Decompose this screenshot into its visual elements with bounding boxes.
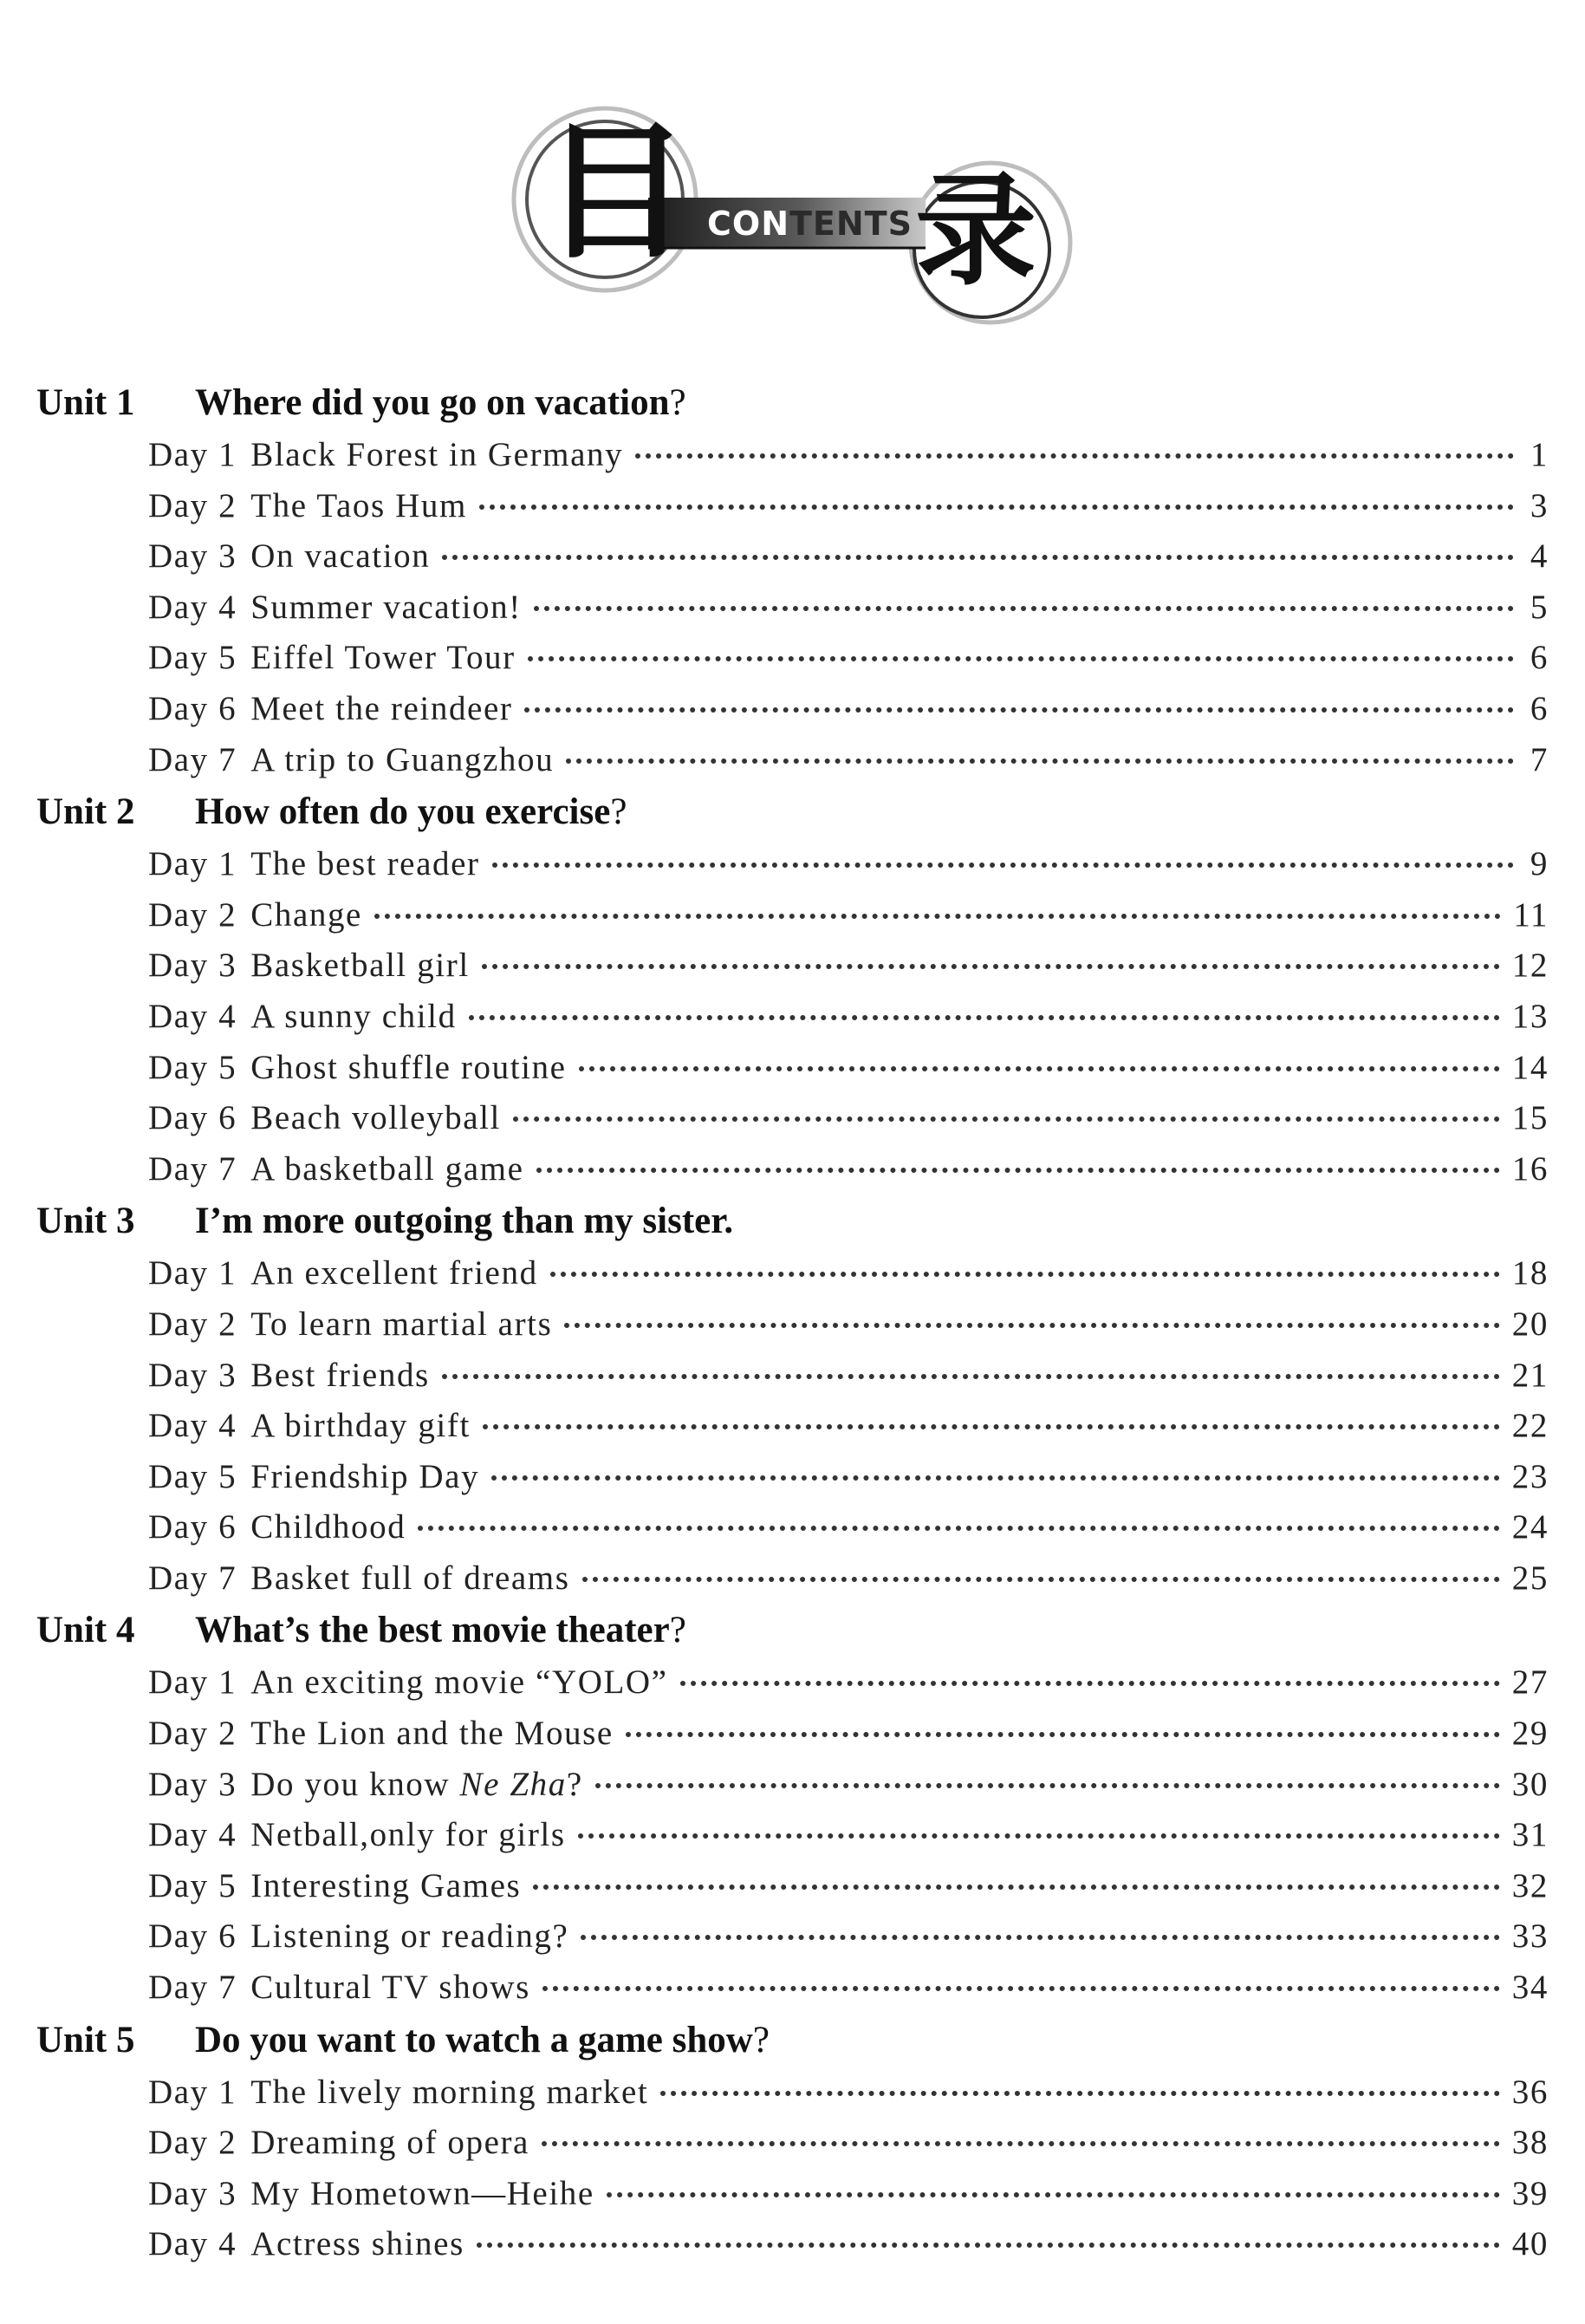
dot-leader xyxy=(581,1935,1499,1940)
dot-leader xyxy=(564,1323,1499,1328)
entry-title xyxy=(250,1765,583,1804)
unit-label: Unit 5 xyxy=(36,2019,135,2060)
entry-page-number: 5 xyxy=(1530,588,1549,626)
dot-leader xyxy=(579,1066,1500,1071)
unit-heading[interactable] xyxy=(36,1200,1549,1253)
dot-leader xyxy=(524,707,1514,713)
unit-heading[interactable] xyxy=(36,2019,1549,2073)
entry-day: Day 5 xyxy=(148,1866,237,1904)
dot-leader xyxy=(566,758,1514,764)
toc-entry[interactable] xyxy=(36,1559,1549,1610)
logo-contents-word xyxy=(707,205,913,243)
logo-char-mu: 目 xyxy=(542,107,691,279)
entry-page-number: 33 xyxy=(1511,1917,1549,1956)
dot-leader xyxy=(534,606,1514,611)
dot-leader xyxy=(477,2243,1500,2248)
unit-label: Unit 3 xyxy=(36,1201,135,1242)
unit-heading[interactable] xyxy=(36,1609,1549,1663)
toc-entry[interactable] xyxy=(36,1866,1549,1917)
unit-title xyxy=(195,381,686,424)
entry-page-number: 15 xyxy=(1511,1099,1549,1137)
dot-leader xyxy=(533,1885,1500,1890)
dot-leader xyxy=(607,2192,1500,2197)
entry-title: A birthday gift xyxy=(250,1407,471,1445)
entry-title: The best reader xyxy=(250,845,480,883)
table-of-contents xyxy=(36,381,1549,2275)
logo-word-right: TENTS xyxy=(789,205,913,243)
toc-entry[interactable] xyxy=(36,1305,1549,1356)
entry-day: Day 5 xyxy=(148,639,237,677)
entry-page-number: 16 xyxy=(1511,1149,1549,1188)
entry-title: Change xyxy=(250,895,362,934)
entry-day: Day 5 xyxy=(148,1048,237,1086)
logo-word-left: CON xyxy=(707,205,789,243)
entry-page-number: 31 xyxy=(1511,1816,1549,1854)
entry-day: Day 6 xyxy=(148,689,237,727)
entry-title: Cultural TV shows xyxy=(250,1969,530,2007)
entry-title: Best friends xyxy=(250,1356,430,1394)
dot-leader xyxy=(595,1783,1500,1788)
entry-day: Day 7 xyxy=(148,1969,237,2007)
entry-page-number: 18 xyxy=(1511,1254,1549,1292)
unit-title-end: ? xyxy=(669,382,686,423)
entry-title: Childhood xyxy=(250,1508,406,1546)
entry-day: Day 5 xyxy=(148,1457,237,1495)
entry-day: Day 3 xyxy=(148,537,237,576)
toc-entry[interactable] xyxy=(36,895,1549,947)
entry-day: Day 1 xyxy=(148,2073,237,2111)
entry-day: Day 6 xyxy=(148,1099,237,1137)
entry-title-post: ? xyxy=(566,1765,583,1803)
entry-day: Day 4 xyxy=(148,1816,237,1854)
entry-title: Basket full of dreams xyxy=(250,1559,570,1597)
unit-title xyxy=(195,1609,686,1651)
entry-page-number: 13 xyxy=(1511,997,1549,1035)
unit-title xyxy=(195,1200,733,1242)
entry-day: Day 7 xyxy=(148,1559,237,1597)
dot-leader xyxy=(483,1424,1500,1429)
dot-leader xyxy=(479,505,1514,510)
dot-leader xyxy=(536,1168,1500,1173)
entry-title: An excellent friend xyxy=(250,1254,538,1292)
entry-title: Listening or reading? xyxy=(250,1917,569,1956)
entry-page-number: 11 xyxy=(1513,895,1549,934)
dot-leader xyxy=(492,863,1514,868)
toc-entry[interactable] xyxy=(36,1714,1549,1765)
toc-entry[interactable] xyxy=(36,2174,1549,2225)
entry-title: Netball,only for girls xyxy=(250,1816,566,1854)
entry-title: The Lion and the Mouse xyxy=(250,1715,614,1753)
entry-page-number: 25 xyxy=(1511,1559,1549,1597)
toc-entry[interactable] xyxy=(36,997,1549,1048)
toc-entry[interactable] xyxy=(36,1968,1549,2019)
entry-title: Summer vacation! xyxy=(250,588,522,626)
entry-title: Friendship Day xyxy=(250,1457,480,1495)
entry-title: A basketball game xyxy=(250,1149,524,1188)
toc-entry[interactable] xyxy=(36,1765,1549,1816)
toc-entry[interactable] xyxy=(36,1356,1549,1407)
entry-title: To learn martial arts xyxy=(250,1305,553,1343)
entry-title: The lively morning market xyxy=(250,2073,649,2111)
toc-entry[interactable] xyxy=(36,1048,1549,1099)
toc-entry[interactable] xyxy=(36,537,1549,588)
toc-entry[interactable] xyxy=(36,1406,1549,1457)
entry-day: Day 3 xyxy=(148,1356,237,1394)
toc-entry[interactable] xyxy=(36,946,1549,997)
unit-title-end: ? xyxy=(752,2019,770,2060)
entry-page-number: 21 xyxy=(1511,1356,1549,1394)
entry-day: Day 3 xyxy=(148,947,237,985)
entry-title: My Hometown—Heihe xyxy=(250,2174,594,2212)
entry-day: Day 2 xyxy=(148,486,237,524)
entry-page-number: 38 xyxy=(1511,2124,1549,2162)
toc-entry[interactable] xyxy=(36,638,1549,689)
unit-title-text: How often do you exercise xyxy=(195,791,611,833)
entry-title: A sunny child xyxy=(250,997,457,1035)
entry-title: Actress shines xyxy=(250,2225,464,2263)
dot-leader xyxy=(442,555,1514,560)
dot-leader xyxy=(635,453,1514,459)
entry-page-number: 4 xyxy=(1530,537,1549,576)
entry-title: Meet the reindeer xyxy=(250,689,513,727)
entry-day: Day 6 xyxy=(148,1508,237,1546)
unit-title xyxy=(195,2019,770,2061)
entry-day: Day 7 xyxy=(148,740,237,778)
entry-page-number: 6 xyxy=(1530,639,1549,677)
entry-day: Day 2 xyxy=(148,1305,237,1343)
dot-leader xyxy=(582,1577,1500,1582)
entry-page-number: 24 xyxy=(1511,1508,1549,1546)
dot-leader xyxy=(442,1374,1500,1379)
unit-heading[interactable] xyxy=(36,381,1549,435)
entry-day: Day 4 xyxy=(148,997,237,1035)
dot-leader xyxy=(626,1732,1500,1737)
entry-page-number: 9 xyxy=(1530,845,1549,883)
entry-page-number: 6 xyxy=(1530,689,1549,727)
entry-day: Day 2 xyxy=(148,2124,237,2162)
toc-entry[interactable] xyxy=(36,486,1549,537)
entry-page-number: 29 xyxy=(1511,1715,1549,1753)
entry-day: Day 3 xyxy=(148,2174,237,2212)
entry-title-italic: Ne Zha xyxy=(459,1765,567,1803)
entry-day: Day 1 xyxy=(148,845,237,883)
entry-day: Day 6 xyxy=(148,1917,237,1956)
logo-char-lu: 录 xyxy=(915,161,1037,303)
entry-title: Dreaming of opera xyxy=(250,2124,529,2162)
unit-title-end: ? xyxy=(669,1610,686,1651)
entry-title: On vacation xyxy=(250,537,431,576)
entry-title: Ghost shuffle routine xyxy=(250,1048,567,1086)
entry-title: A trip to Guangzhou xyxy=(250,740,555,778)
entry-page-number: 36 xyxy=(1511,2073,1549,2111)
unit-label: Unit 2 xyxy=(36,791,135,833)
toc-entry[interactable] xyxy=(36,740,1549,791)
dot-leader xyxy=(542,1986,1500,1991)
entry-page-number: 12 xyxy=(1511,947,1549,985)
entry-page-number: 40 xyxy=(1511,2225,1549,2263)
entry-day: Day 4 xyxy=(148,588,237,626)
unit-title-text: Do you want to watch a game show xyxy=(195,2019,753,2060)
entry-day: Day 7 xyxy=(148,1149,237,1188)
unit-title-text: What’s the best movie theater xyxy=(195,1610,670,1651)
entry-day: Day 2 xyxy=(148,895,237,934)
entry-title-pre: Do you know xyxy=(250,1765,460,1803)
entry-title: Beach volleyball xyxy=(250,1099,501,1137)
toc-entry[interactable] xyxy=(36,1098,1549,1149)
toc-entry[interactable] xyxy=(36,1253,1549,1305)
toc-entry[interactable] xyxy=(36,1507,1549,1559)
entry-title: Basketball girl xyxy=(250,947,470,985)
entry-page-number: 3 xyxy=(1530,486,1549,524)
dot-leader xyxy=(542,2141,1500,2146)
unit-title-text: I’m more outgoing than my sister. xyxy=(195,1201,734,1242)
toc-entry[interactable] xyxy=(36,1663,1549,1714)
toc-entry[interactable] xyxy=(36,588,1549,639)
toc-entry[interactable] xyxy=(36,2224,1549,2275)
toc-entry[interactable] xyxy=(36,1917,1549,1968)
toc-entry[interactable] xyxy=(36,435,1549,486)
dot-leader xyxy=(491,1475,1500,1481)
entry-title: Eiffel Tower Tour xyxy=(250,639,516,677)
entry-day: Day 2 xyxy=(148,1715,237,1753)
toc-entry[interactable] xyxy=(36,844,1549,895)
unit-heading[interactable] xyxy=(36,791,1549,844)
entry-day: Day 1 xyxy=(148,1663,237,1702)
toc-entry[interactable] xyxy=(36,1815,1549,1866)
entry-day: Day 1 xyxy=(148,1254,237,1292)
unit-title-end: ? xyxy=(610,791,627,833)
unit-label: Unit 4 xyxy=(36,1610,135,1651)
entry-page-number: 30 xyxy=(1511,1765,1549,1803)
dot-leader xyxy=(660,2091,1499,2096)
toc-entry[interactable] xyxy=(36,2073,1549,2124)
entry-page-number: 14 xyxy=(1511,1048,1549,1086)
toc-entry[interactable] xyxy=(36,689,1549,740)
entry-page-number: 32 xyxy=(1511,1866,1549,1904)
entry-day: Day 3 xyxy=(148,1765,237,1803)
entry-page-number: 23 xyxy=(1511,1457,1549,1495)
contents-logo xyxy=(510,104,1073,338)
dot-leader xyxy=(578,1833,1500,1839)
dot-leader xyxy=(469,1015,1500,1020)
entry-page-number: 22 xyxy=(1511,1407,1549,1445)
unit-title xyxy=(195,791,627,833)
entry-day: Day 1 xyxy=(148,436,237,473)
toc-entry[interactable] xyxy=(36,1149,1549,1201)
dot-leader xyxy=(418,1526,1499,1531)
entry-page-number: 20 xyxy=(1511,1305,1549,1343)
toc-entry[interactable] xyxy=(36,1457,1549,1508)
dot-leader xyxy=(680,1681,1500,1686)
entry-page-number: 1 xyxy=(1530,436,1549,473)
entry-page-number: 39 xyxy=(1511,2174,1549,2212)
entry-day: Day 4 xyxy=(148,2225,237,2263)
dot-leader xyxy=(550,1272,1500,1277)
entry-day: Day 4 xyxy=(148,1407,237,1445)
dot-leader xyxy=(528,656,1514,661)
entry-page-number: 34 xyxy=(1511,1969,1549,2007)
unit-label: Unit 1 xyxy=(36,382,135,423)
entry-title: An exciting movie “YOLO” xyxy=(250,1663,668,1702)
unit-title-text: Where did you go on vacation xyxy=(195,382,670,423)
toc-entry[interactable] xyxy=(36,2123,1549,2174)
dot-leader xyxy=(513,1116,1500,1122)
entry-title: Black Forest in Germany xyxy=(250,436,624,473)
entry-page-number: 27 xyxy=(1511,1663,1549,1702)
dot-leader xyxy=(482,964,1500,969)
entry-title: The Taos Hum xyxy=(250,486,467,524)
entry-page-number: 7 xyxy=(1530,740,1549,778)
entry-title: Interesting Games xyxy=(250,1866,522,1904)
dot-leader xyxy=(374,914,1501,919)
